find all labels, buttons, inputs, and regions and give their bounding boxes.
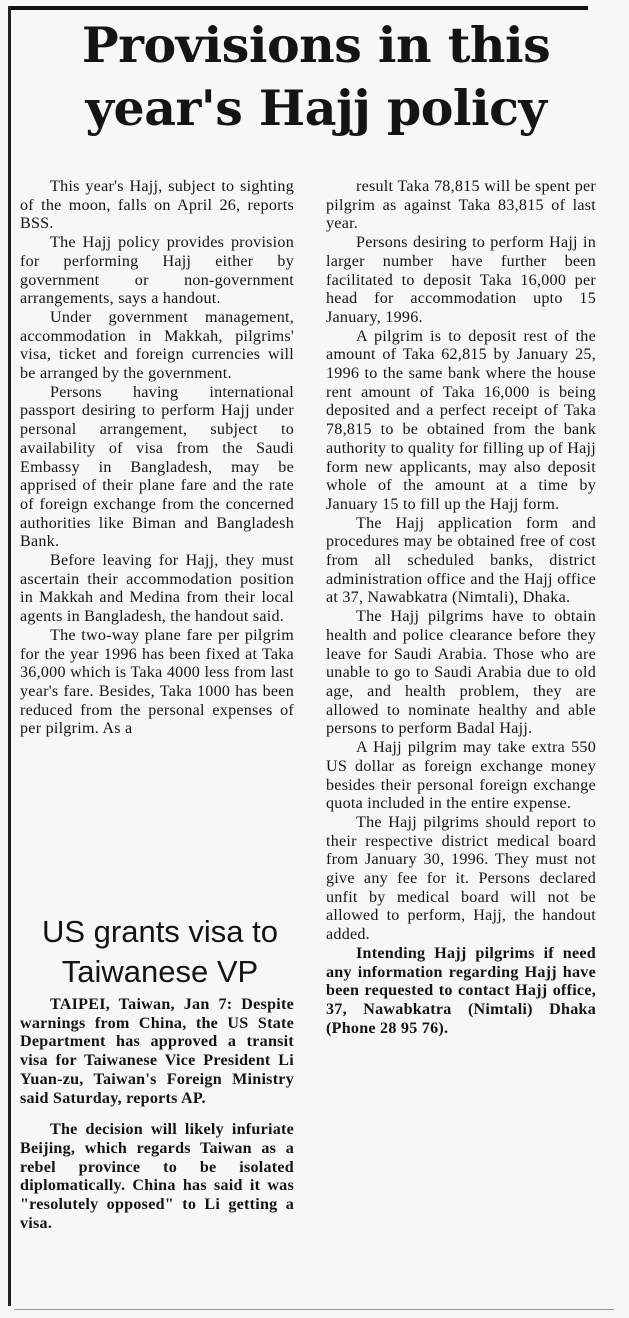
article-headline: Provisions in this year's Hajj policy bbox=[81, 16, 551, 137]
paragraph: This year's Hajj, subject to sighting of the moon, falls on April 26, reports BSS. bbox=[20, 178, 294, 233]
paragraph: The Hajj application form and procedures may be obtained free of cost from all scheduled banks, district administration office and the Hajj office at 37, Nawabkatra (Nimtali), Dhaka. bbox=[326, 514, 596, 607]
paragraph: TAIPEI, Taiwan, Jan 7: Despite warnings from China, the US State Department has approved a transit visa for Taiwanese Vice President Li Yuan-zu, Taiwan's Foreign Ministry said Saturday, reports AP. bbox=[20, 996, 294, 1107]
paragraph: A Hajj pilgrim may take extra 550 US dollar as foreign exchange money besides their personal foreign exchange quota included in the entire expense. bbox=[326, 739, 596, 813]
article-column-2 bbox=[326, 178, 596, 1038]
paragraph: The Hajj policy provides provision for performing Hajj either by government or non-government arrangements, says a handout. bbox=[20, 234, 294, 308]
bottom-rule bbox=[14, 1309, 614, 1310]
paragraph: Before leaving for Hajj, they must ascertain their accommodation position in Makkah and Medina from their local agents in Bangladesh, the handout said. bbox=[20, 552, 294, 626]
paragraph: A pilgrim is to deposit rest of the amount of Taka 62,815 by January 25, 1996 to the same bank where the house rent amount of Taka 16,000 is being deposited and a perfect receipt of Taka 78,815 to be obtained from the bank authority to quality for filling up of Hajj form new applicants, may also deposit whole of the amount at a time by January 15 to fill up the Hajj form. bbox=[326, 327, 596, 513]
paragraph: Persons desiring to perform Hajj in larger number have further been facilitated to deposit Taka 16,000 per head for accommodation upto 15 January, 1996. bbox=[326, 234, 596, 326]
paragraph: Intending Hajj pilgrims if need any information regarding Hajj have been requested to contact Hajj office, 37, Nawabkatra (Nimtali) Dhaka (Phone 28 95 76). bbox=[326, 944, 596, 1037]
paragraph: result Taka 78,815 will be spent per pilgrim as against Taka 83,815 of last year. bbox=[326, 178, 596, 233]
paragraph: Under government management, accommodation in Makkah, pilgrims' visa, ticket and foreign currencies will be arranged by the government. bbox=[20, 308, 294, 383]
paragraph: The Hajj pilgrims should report to their respective district medical board from January 30, 1996. They must not give any fee for it. Persons declared unfit by medical board will not be allowed to perform, Hajj, the handout added. bbox=[326, 813, 596, 944]
article-column-1 bbox=[20, 178, 294, 739]
left-rule bbox=[8, 6, 11, 1306]
top-rule bbox=[8, 6, 588, 10]
secondary-article-body bbox=[20, 996, 294, 1233]
paragraph: The decision will likely infuriate Beijing, which regards Taiwan as a rebel province to be isolated diplomatically. China has said it was "resolutely opposed" to Li getting a visa. bbox=[20, 1121, 294, 1232]
paragraph: The two-way plane fare per pilgrim for the year 1996 has been fixed at Taka 36,000 which is Taka 4000 less from last year's fare. Besides, Taka 1000 has been reduced from the personal expenses of per pilgrim. As a bbox=[20, 626, 294, 738]
paragraph: Persons having international passport desiring to perform Hajj under personal arrangement, subject to availability of visa from the Saudi Embassy in Bangladesh, may be apprised of their plane fare and the rate of foreign exchange from the concerned authorities like Biman and Bangladesh Bank. bbox=[20, 383, 294, 551]
paragraph: The Hajj pilgrims have to obtain health and police clearance before they leave for Saudi Arabia. Those who are unable to go to Saudi Arabia due to old age, and health problem, they are allowed to nominate healthy and able persons to perform Badal Hajj. bbox=[326, 608, 596, 738]
secondary-headline: US grants visa to Taiwanese VP bbox=[41, 914, 279, 989]
